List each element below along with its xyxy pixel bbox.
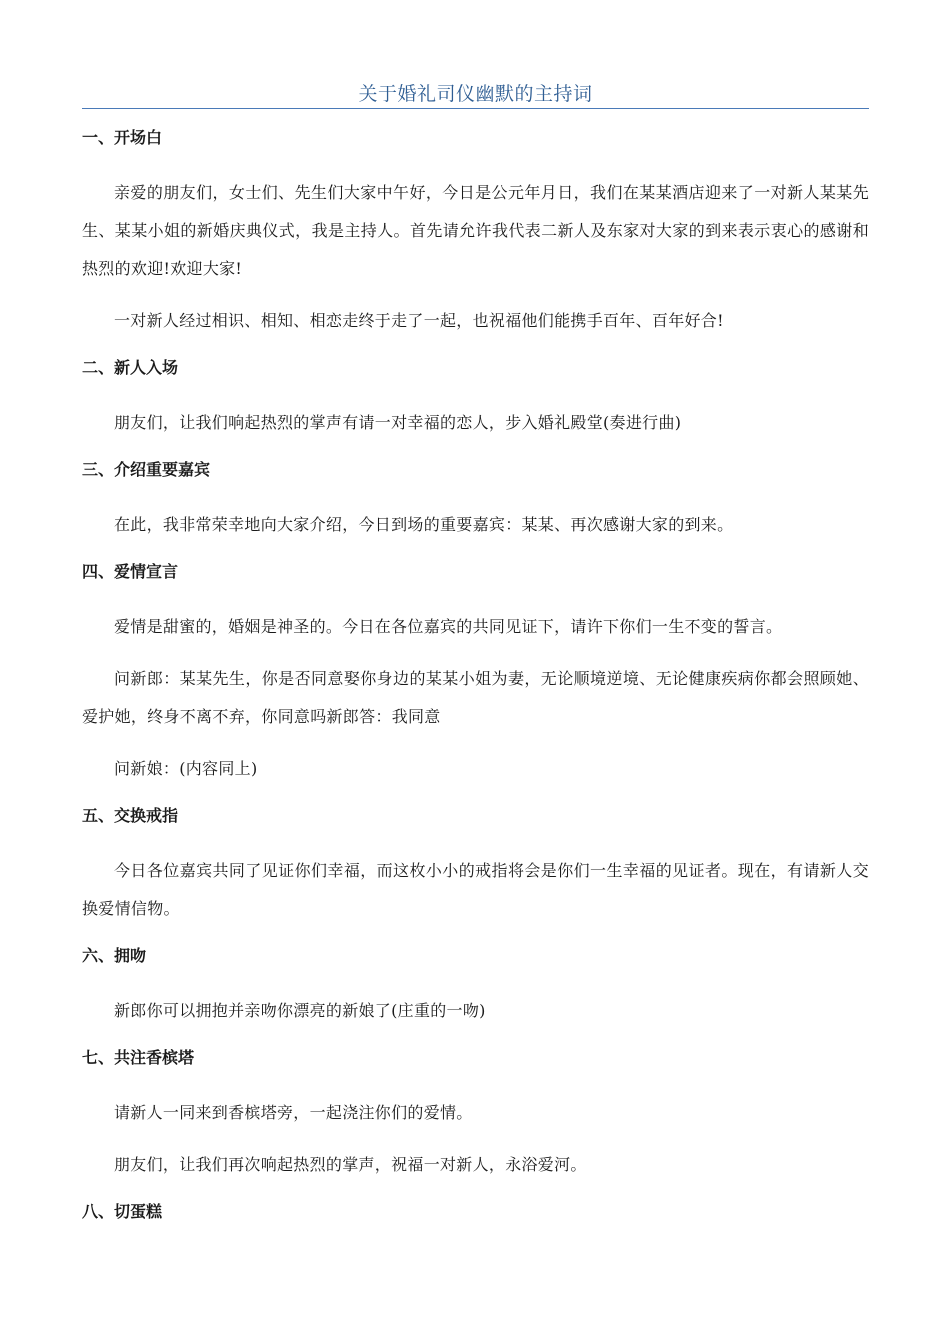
paragraph: 亲爱的朋友们，女士们、先生们大家中午好，今日是公元年月日，我们在某某酒店迎来了一对新人某某先生、某某小姐的新婚庆典仪式，我是主持人。首先请允许我代表二新人及东家对大家的到来表示衷心的感谢和热烈的欢迎!欢迎大家! [82,183,869,278]
paragraph: 新郎你可以拥抱并亲吻你漂亮的新娘了(庄重的一吻) [114,1001,486,1020]
paragraph: 朋友们，让我们响起热烈的掌声有请一对幸福的恋人，步入婚礼殿堂(奏进行曲) [114,413,682,432]
section-rings [82,802,869,928]
section-heading: 二、新人入场 [82,358,179,377]
paragraph: 爱情是甜蜜的，婚姻是神圣的。今日在各位嘉宾的共同见证下，请许下你们一生不变的誓言。 [114,617,783,636]
paragraph: 今日各位嘉宾共同了见证你们幸福，而这枚小小的戒指将会是你们一生幸福的见证者。现在，有请新人交换爱情信物。 [82,861,869,918]
section-opening [82,124,869,340]
section-vows [82,558,869,788]
paragraph: 在此，我非常荣幸地向大家介绍，今日到场的重要嘉宾：某某、再次感谢大家的到来。 [114,515,734,534]
section-heading: 八、切蛋糕 [82,1202,163,1221]
section-heading: 四、爱情宣言 [82,562,179,581]
section-heading: 一、开场白 [82,128,163,147]
section-heading: 七、共注香槟塔 [82,1048,195,1067]
title-underline [82,108,869,109]
section-champagne [82,1044,869,1184]
document-body [82,124,869,1248]
paragraph: 问新娘：(内容同上) [114,759,258,778]
section-cake [82,1198,869,1226]
document-title: 关于婚礼司仪幽默的主持词 [358,83,593,105]
section-entrance [82,354,869,442]
section-guests [82,456,869,544]
section-heading: 六、拥吻 [82,946,147,965]
paragraph: 朋友们，让我们再次响起热烈的掌声，祝福一对新人，永浴爱河。 [114,1155,587,1174]
section-heading: 五、交换戒指 [82,806,179,825]
paragraph: 请新人一同来到香槟塔旁，一起浇注你们的爱情。 [114,1103,473,1122]
paragraph: 一对新人经过相识、相知、相恋走终于走了一起，也祝福他们能携手百年、百年好合! [114,311,724,330]
paragraph: 问新郎：某某先生，你是否同意娶你身边的某某小姐为妻，无论顺境逆境、无论健康疾病你都会照顾她、爱护她，终身不离不弃，你同意吗新郎答：我同意 [82,669,869,726]
section-kiss [82,942,869,1030]
section-heading: 三、介绍重要嘉宾 [82,460,211,479]
